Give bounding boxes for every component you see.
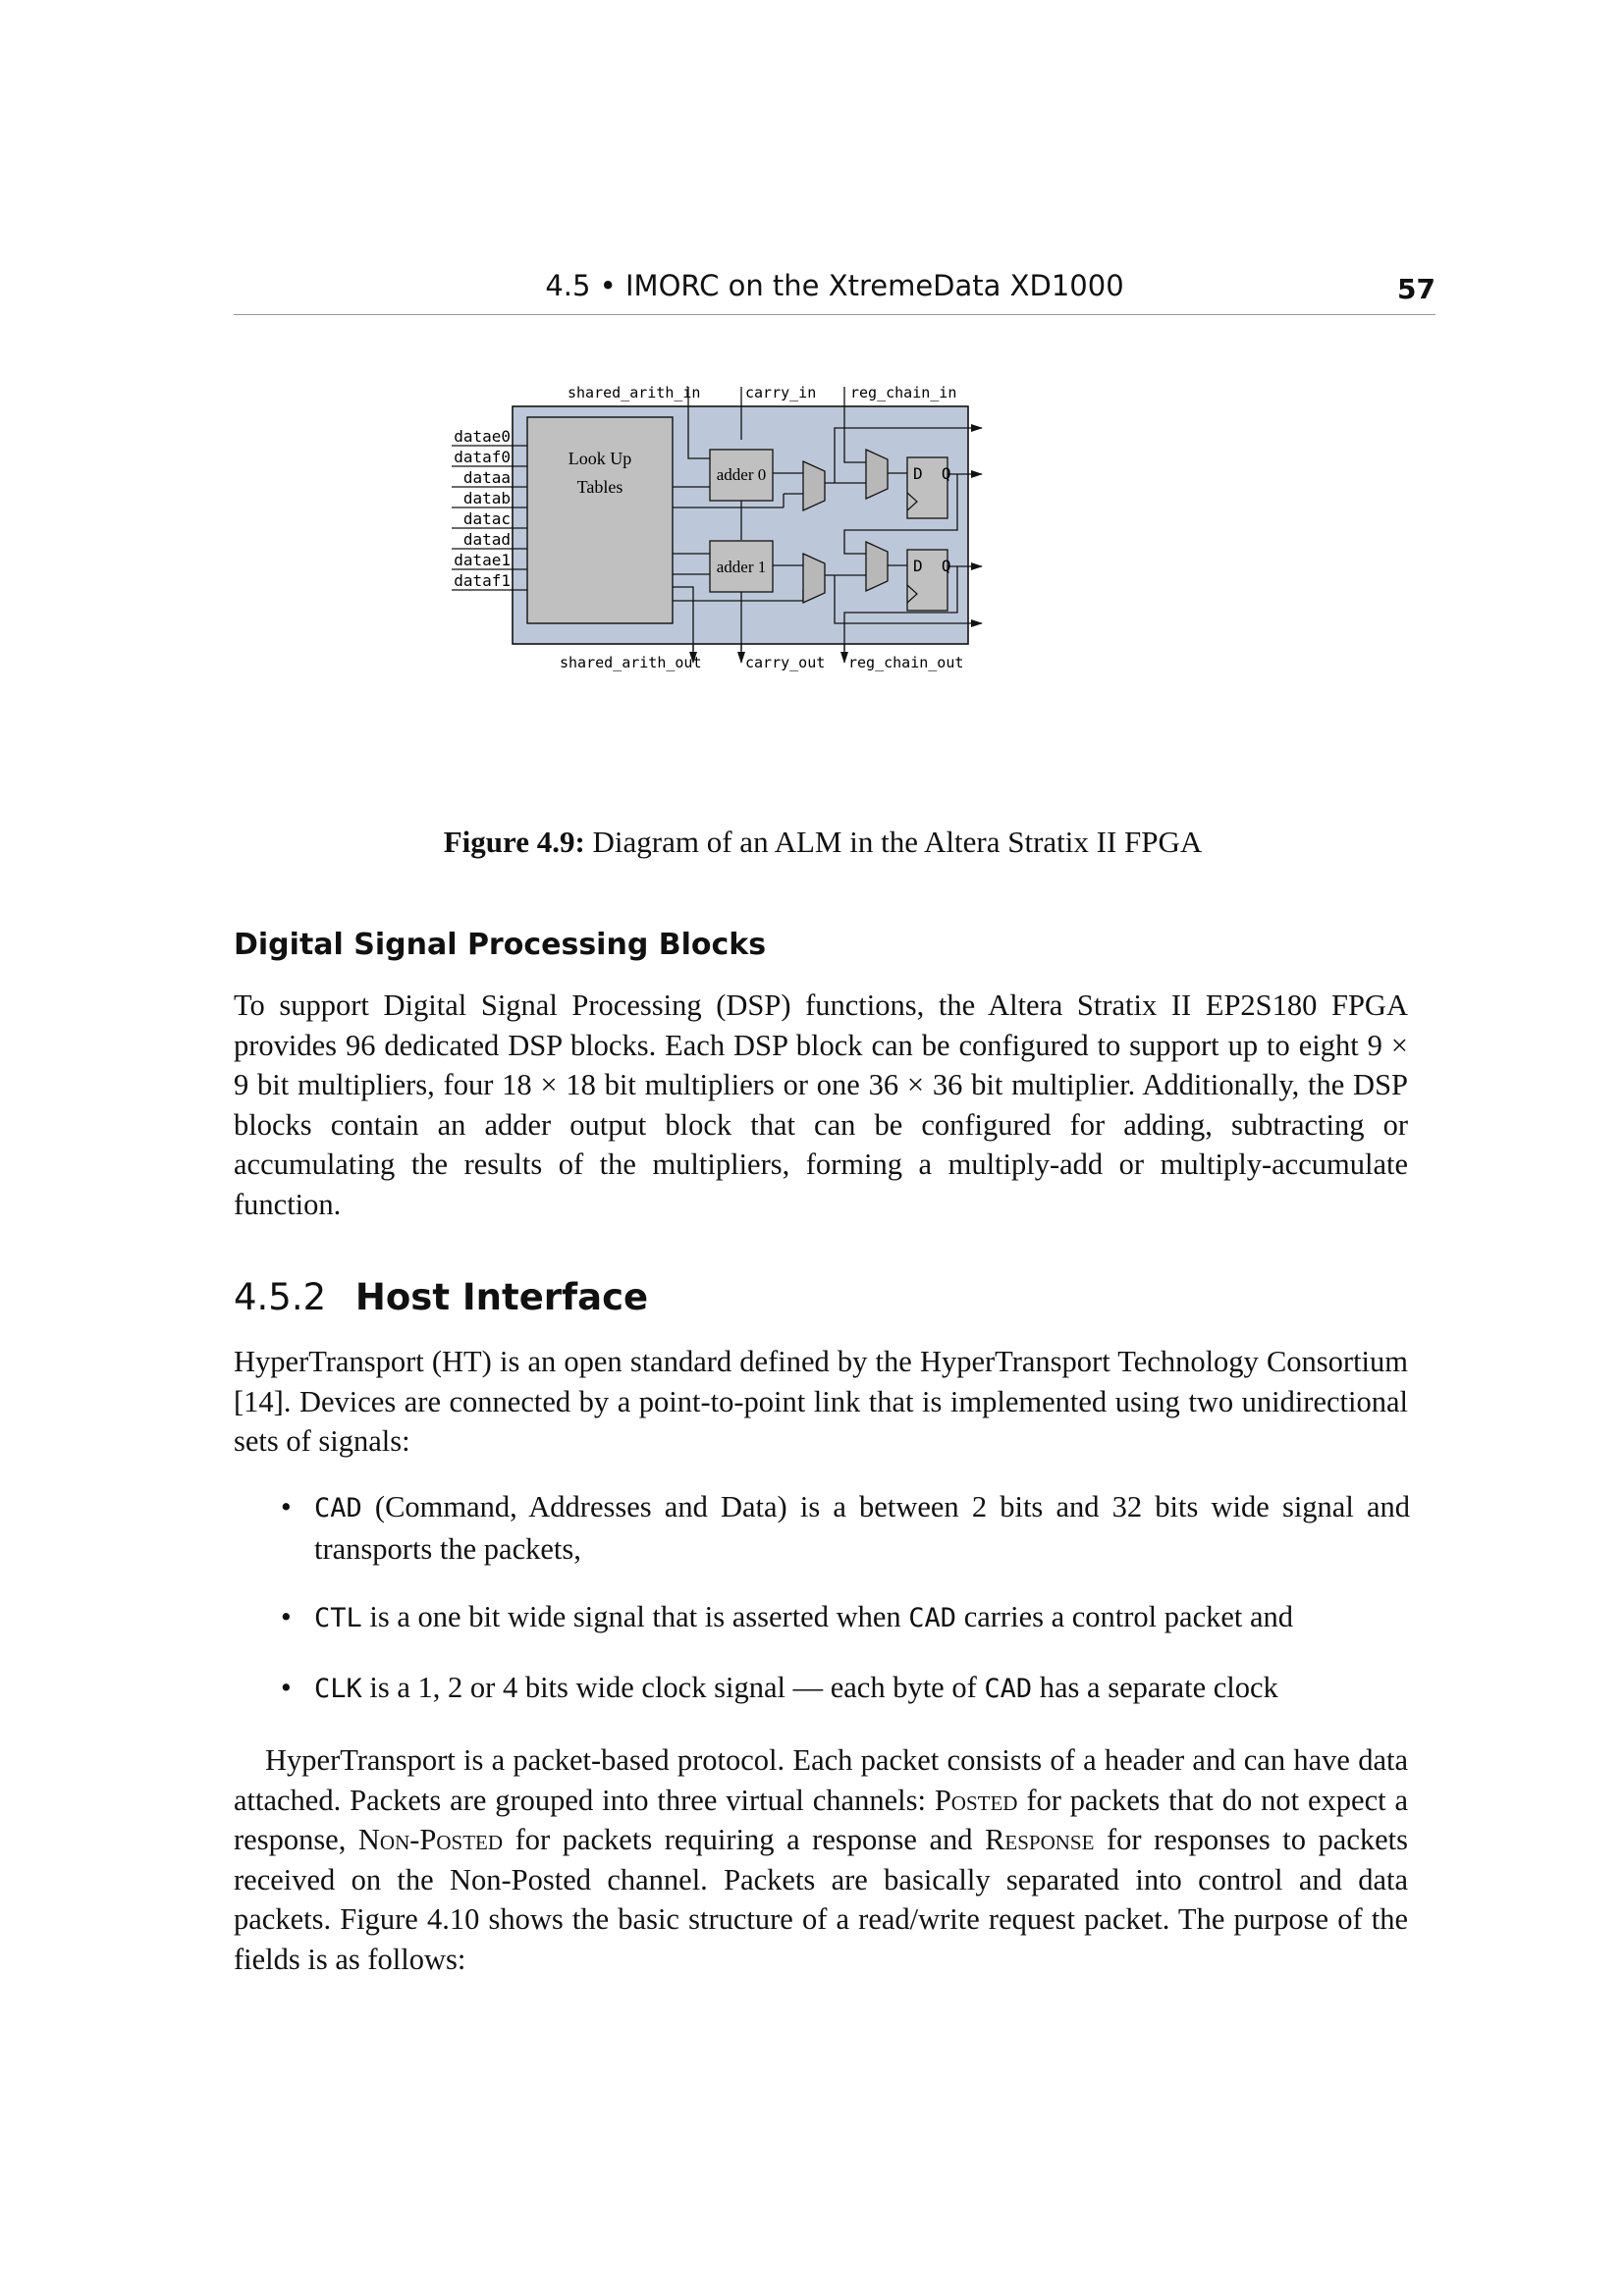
channel-response: Response: [985, 1823, 1095, 1856]
signal-reg-chain-out: reg_chain_out: [848, 654, 964, 671]
figure-label: Figure 4.9:: [443, 825, 585, 859]
flip-flop-0-label: D Q: [913, 464, 951, 483]
section-heading: [234, 1276, 648, 1318]
signal-carry-out: carry_out: [745, 654, 826, 671]
code-cad: CAD: [314, 1493, 362, 1523]
code-ctl: CTL: [314, 1603, 362, 1633]
channel-non-posted: Non-Posted: [357, 1823, 504, 1856]
input-datab: datab: [462, 489, 511, 507]
input-datae0: datae0: [454, 427, 511, 446]
channel-posted: Posted: [934, 1783, 1018, 1817]
signal-shared-arith-out: shared_arith_out: [560, 654, 702, 671]
input-datac: datac: [462, 509, 511, 528]
signal-reg-chain-in: reg_chain_in: [850, 384, 957, 401]
list-item: • CTL is a one bit wide signal that is asserted when CAD carries a control packet and: [281, 1600, 1294, 1633]
input-dataa: dataa: [462, 468, 511, 487]
dsp-heading: Digital Signal Processing Blocks: [234, 928, 767, 962]
adder-0-label: adder 0: [716, 465, 767, 484]
dsp-paragraph: To support Digital Signal Processing (DSP) functions, the Altera Stratix II EP2S180 FPGA provides 96 dedicated DSP blocks. Each DSP block can be configured to support up to eight 9 × 9 bit multipliers, four 18 × 18 bit multipliers or one 36 × 36 bit multiplier. Additionally, the DSP blocks contain an adder output block that can be configured for adding, subtracting or accumulating the results of the multipliers, forming a multiply-add or multiply-accumulate function.: [234, 988, 1408, 1221]
adder-1-label: adder 1: [716, 558, 767, 576]
figure-caption: [234, 825, 1412, 860]
figure-caption-text: Diagram of an ALM in the Altera Stratix II FPGA: [592, 825, 1203, 859]
flip-flop-1-label: D Q: [913, 557, 951, 575]
signal-list: [281, 1487, 1410, 1709]
host-intro-paragraph: HyperTransport (HT) is an open standard defined by the HyperTransport Technology Consortium [14]. Devices are connected by a point-to-point link that is implemented using two unidirectional sets of signals:: [234, 1345, 1408, 1458]
list-item: • CAD (Command, Addresses and Data) is a between 2 bits and 32 bits wide signal and transports the packets,: [281, 1490, 1410, 1566]
section-number: 4.5.2: [234, 1276, 327, 1318]
lut-label-2: Tables: [576, 477, 623, 497]
section-title: Host Interface: [354, 1276, 649, 1318]
page-number: 57: [1397, 273, 1435, 305]
input-dataf0: dataf0: [454, 448, 511, 466]
alm-diagram: [412, 371, 1237, 813]
input-dataf1: dataf1: [454, 571, 511, 590]
input-datae1: datae1: [454, 551, 511, 569]
code-clk: CLK: [314, 1673, 362, 1704]
lut-label-1: Look Up: [568, 449, 632, 468]
signal-shared-arith-in: shared_arith_in: [568, 384, 701, 401]
packet-paragraph: HyperTransport is a packet-based protocol. Each packet consists of a header and can have data attached. Packets are grouped into three virtual channels: Posted for packets that do not expect a response, Non-Posted for packets requiring a response and Response for responses to packets received on the Non-Posted channel. Packets are basically separated into control and data packets. Figure 4.10 shows the basic structure of a read/write request packet. The purpose of the fields is as follows:: [234, 1743, 1408, 1976]
input-datad: datad: [462, 530, 511, 549]
signal-carry-in: carry_in: [745, 384, 817, 401]
page-header: [234, 265, 1435, 315]
list-item: • CLK is a 1, 2 or 4 bits wide clock signal — each byte of CAD has a separate clock: [281, 1670, 1278, 1704]
running-title: 4.5 • IMORC on the XtremeData XD1000: [545, 269, 1124, 302]
